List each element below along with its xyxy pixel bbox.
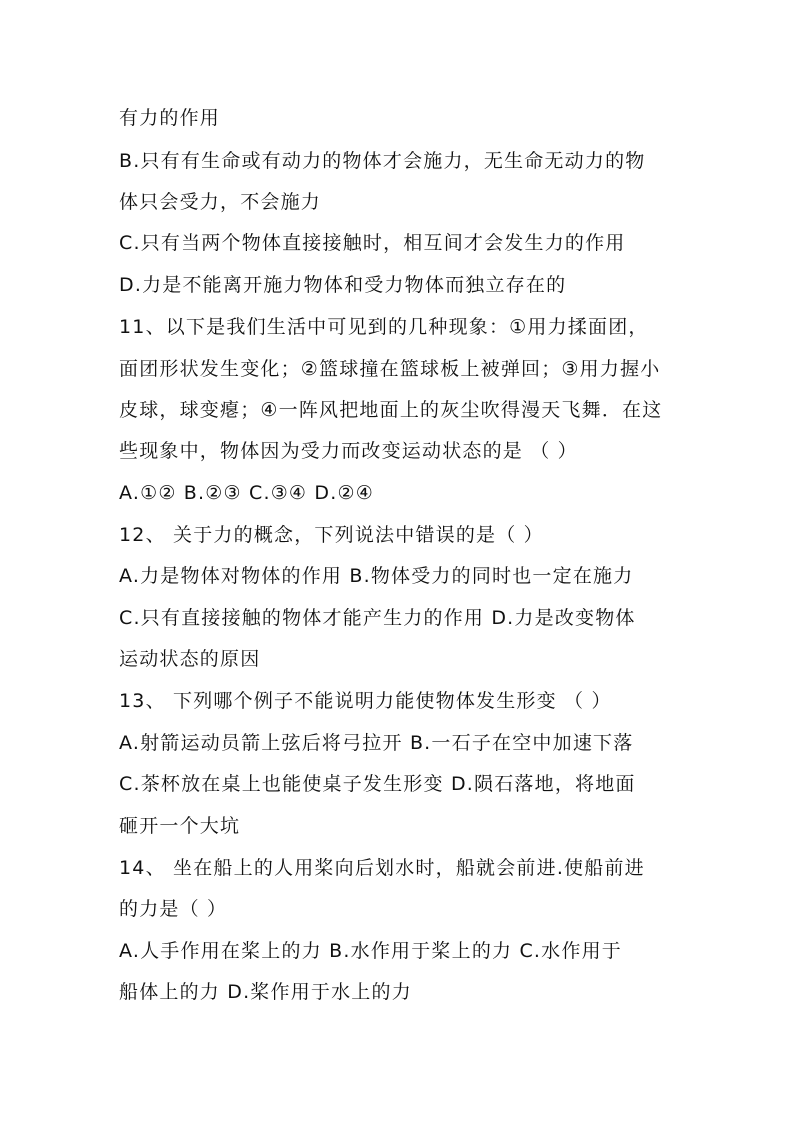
option-b-line-1: B.只有有生命或有动力的物体才会施力，无生命无动力的物: [119, 150, 646, 172]
question-11-line-1: 11、以下是我们生活中可见到的几种现象：①用力揉面团，: [119, 316, 649, 338]
question-13-options-line-3: 砸开一个大坑: [119, 815, 241, 837]
question-13-stem: 13、 下列哪个例子不能说明力能使物体发生形变 （ ）: [119, 690, 612, 712]
question-12-stem: 12、 关于力的概念，下列说法中错误的是（ ）: [119, 524, 544, 546]
question-13-options-line-1: A.射箭运动员箭上弦后将弓拉开 B.一石子在空中加速下落: [119, 732, 634, 754]
question-11-line-4: 些现象中，物体因为受力而改变运动状态的是 （ ）: [119, 440, 578, 462]
option-b-line-2: 体只会受力，不会施力: [119, 191, 322, 213]
question-11-options: A.①② B.②③ C.③④ D.②④: [119, 482, 374, 504]
text-line: 有力的作用: [119, 107, 221, 129]
question-14-options-line-1: A.人手作用在桨上的力 B.水作用于桨上的力 C.水作用于: [119, 940, 622, 962]
option-d-line: D.力是不能离开施力物体和受力物体而独立存在的: [119, 274, 567, 296]
question-14-stem-line-2: 的力是（ ）: [119, 898, 228, 920]
option-c-line: C.只有当两个物体直接接触时，相互间才会发生力的作用: [119, 232, 626, 254]
question-14-options-line-2: 船体上的力 D.桨作用于水上的力: [119, 981, 412, 1003]
question-12-options-line-3: 运动状态的原因: [119, 648, 261, 670]
question-13-options-line-2: C.茶杯放在桌上也能使桌子发生形变 D.陨石落地，将地面: [119, 773, 636, 795]
question-11-line-3: 皮球，球变瘪；④一阵风把地面上的灰尘吹得漫天飞舞．在这: [119, 399, 663, 421]
question-12-options-line-1: A.力是物体对物体的作用 B.物体受力的同时也一定在施力: [119, 565, 634, 587]
question-12-options-line-2: C.只有直接接触的物体才能产生力的作用 D.力是改变物体: [119, 607, 636, 629]
question-11-line-2: 面团形状发生变化；②篮球撞在篮球板上被弹回；③用力握小: [119, 358, 661, 380]
question-14-stem-line-1: 14、 坐在船上的人用桨向后划水时，船就会前进.使船前进: [119, 857, 645, 879]
